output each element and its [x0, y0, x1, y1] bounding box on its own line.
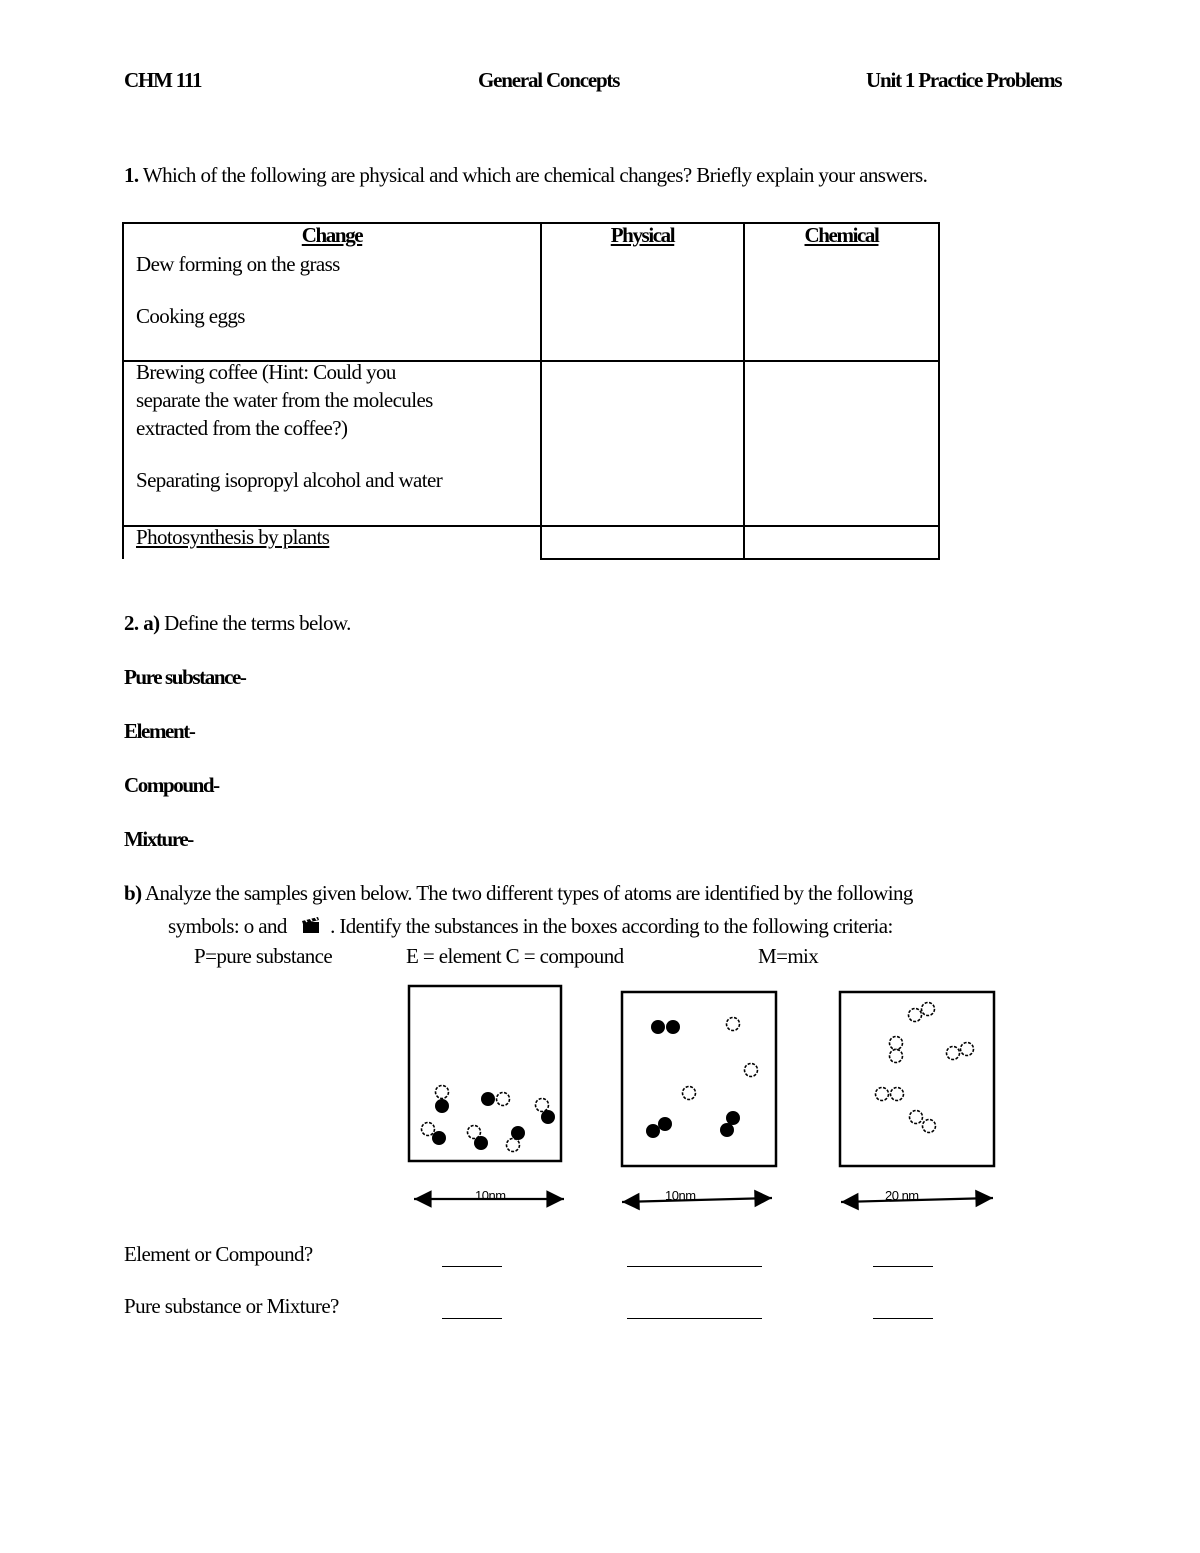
closed-circle-atom-icon	[646, 1124, 660, 1138]
question-2b-label: b)	[124, 881, 142, 905]
open-circle-atom-icon	[876, 1088, 889, 1101]
physical-cell-1[interactable]	[541, 223, 744, 361]
samples-diagram	[0, 975, 1200, 1215]
row-label-pure-mixture: Pure substance or Mixture?	[124, 1294, 339, 1318]
open-circle-atom-icon	[436, 1086, 449, 1099]
open-circle-atom-icon	[961, 1043, 974, 1056]
open-circle-atom-icon	[497, 1093, 510, 1106]
double-arrow-icon	[622, 1198, 772, 1202]
answer-blank[interactable]	[627, 1318, 762, 1319]
question-2a-prompt: Define the terms below.	[164, 611, 351, 635]
row-label-element-compound: Element or Compound?	[124, 1242, 313, 1266]
chemical-cell-3[interactable]	[744, 526, 939, 559]
changes-table	[122, 222, 940, 560]
criteria-intro: . Identify the substances in the boxes according to the following criteria:	[330, 914, 893, 938]
scale-label-1: 10nm	[475, 1188, 506, 1203]
answer-blank[interactable]	[442, 1266, 502, 1267]
change-cell-1	[123, 223, 541, 361]
question-1	[124, 163, 927, 188]
closed-circle-atom-icon	[481, 1092, 495, 1106]
sample-box-3	[840, 992, 994, 1166]
scale-label-2: 10nm	[665, 1188, 696, 1203]
change-item: Cooking eggs	[136, 304, 245, 328]
criteria-e-c: E = element C = compound	[406, 944, 624, 968]
question-2b	[124, 881, 913, 906]
change-cell-2	[123, 361, 541, 526]
question-2a	[124, 611, 351, 636]
answer-blank[interactable]	[442, 1318, 502, 1319]
change-item: Separating isopropyl alcohol and water	[136, 468, 443, 492]
question-2b-line1: Analyze the samples given below. The two different types of atoms are identified by the following	[144, 881, 913, 905]
physical-cell-2[interactable]	[541, 361, 744, 526]
closed-circle-atom-icon	[299, 915, 325, 935]
change-item: Brewing coffee (Hint: Could you	[136, 360, 396, 384]
term-pure-substance: Pure substance-	[124, 665, 246, 689]
chemical-cell-1[interactable]	[744, 223, 939, 361]
physical-cell-3[interactable]	[541, 526, 744, 559]
unit-label: Unit 1 Practice Problems	[866, 68, 1062, 92]
sample-box-2	[622, 992, 776, 1166]
answer-blank[interactable]	[627, 1266, 762, 1267]
closed-circle-atom-icon	[666, 1020, 680, 1034]
question-1-prompt: Which of the following are physical and which are chemical changes? Briefly explain your answers.	[142, 163, 928, 187]
closed-circle-atom-icon	[651, 1020, 665, 1034]
closed-circle-atom-icon	[541, 1110, 555, 1124]
answer-blank[interactable]	[873, 1266, 933, 1267]
topic-label: General Concepts	[478, 68, 620, 92]
open-circle-atom-icon	[683, 1087, 696, 1100]
question-2b-line2	[168, 914, 893, 939]
open-circle-atom-icon	[727, 1018, 740, 1031]
open-circle-atom-icon	[923, 1120, 936, 1133]
closed-circle-atom-icon	[435, 1099, 449, 1113]
closed-circle-atom-icon	[432, 1131, 446, 1145]
criteria-p: P=pure substance	[194, 944, 333, 968]
chemical-cell-2[interactable]	[744, 361, 939, 526]
term-mixture: Mixture-	[124, 827, 193, 851]
header-change: Change	[301, 223, 363, 247]
question-2a-label: 2. a)	[124, 611, 160, 635]
open-circle-atom-icon	[422, 1123, 435, 1136]
course-label: CHM 111	[124, 68, 202, 92]
symbols-text: symbols: o and	[168, 914, 287, 938]
open-circle-atom-icon	[507, 1139, 520, 1152]
closed-circle-atom-icon	[726, 1111, 740, 1125]
scale-label-3: 20 nm	[885, 1188, 919, 1203]
change-item: Photosynthesis by plants	[136, 525, 330, 549]
open-circle-atom-icon	[536, 1099, 549, 1112]
open-circle-atom-icon	[890, 1050, 903, 1063]
closed-circle-atom-icon	[474, 1136, 488, 1150]
answer-blank[interactable]	[873, 1318, 933, 1319]
open-circle-atom-icon	[891, 1088, 904, 1101]
change-item: Dew forming on the grass	[136, 252, 340, 276]
term-element: Element-	[124, 719, 195, 743]
closed-circle-atom-icon	[720, 1123, 734, 1137]
change-item: extracted from the coffee?)	[136, 416, 348, 440]
open-circle-atom-icon	[910, 1111, 923, 1124]
closed-circle-atom-icon	[658, 1117, 672, 1131]
header-chemical: Chemical	[804, 223, 879, 247]
change-cell-3	[123, 526, 541, 559]
open-circle-atom-icon	[909, 1009, 922, 1022]
open-circle-atom-icon	[745, 1064, 758, 1077]
open-circle-atom-icon	[922, 1003, 935, 1016]
term-compound: Compound-	[124, 773, 219, 797]
header-physical: Physical	[610, 223, 675, 247]
open-circle-atom-icon	[890, 1037, 903, 1050]
question-1-number: 1.	[124, 163, 139, 187]
change-item: separate the water from the molecules	[136, 388, 433, 412]
open-circle-atom-icon	[947, 1047, 960, 1060]
sample-box-1	[409, 986, 561, 1161]
criteria-m: M=mix	[758, 944, 819, 968]
